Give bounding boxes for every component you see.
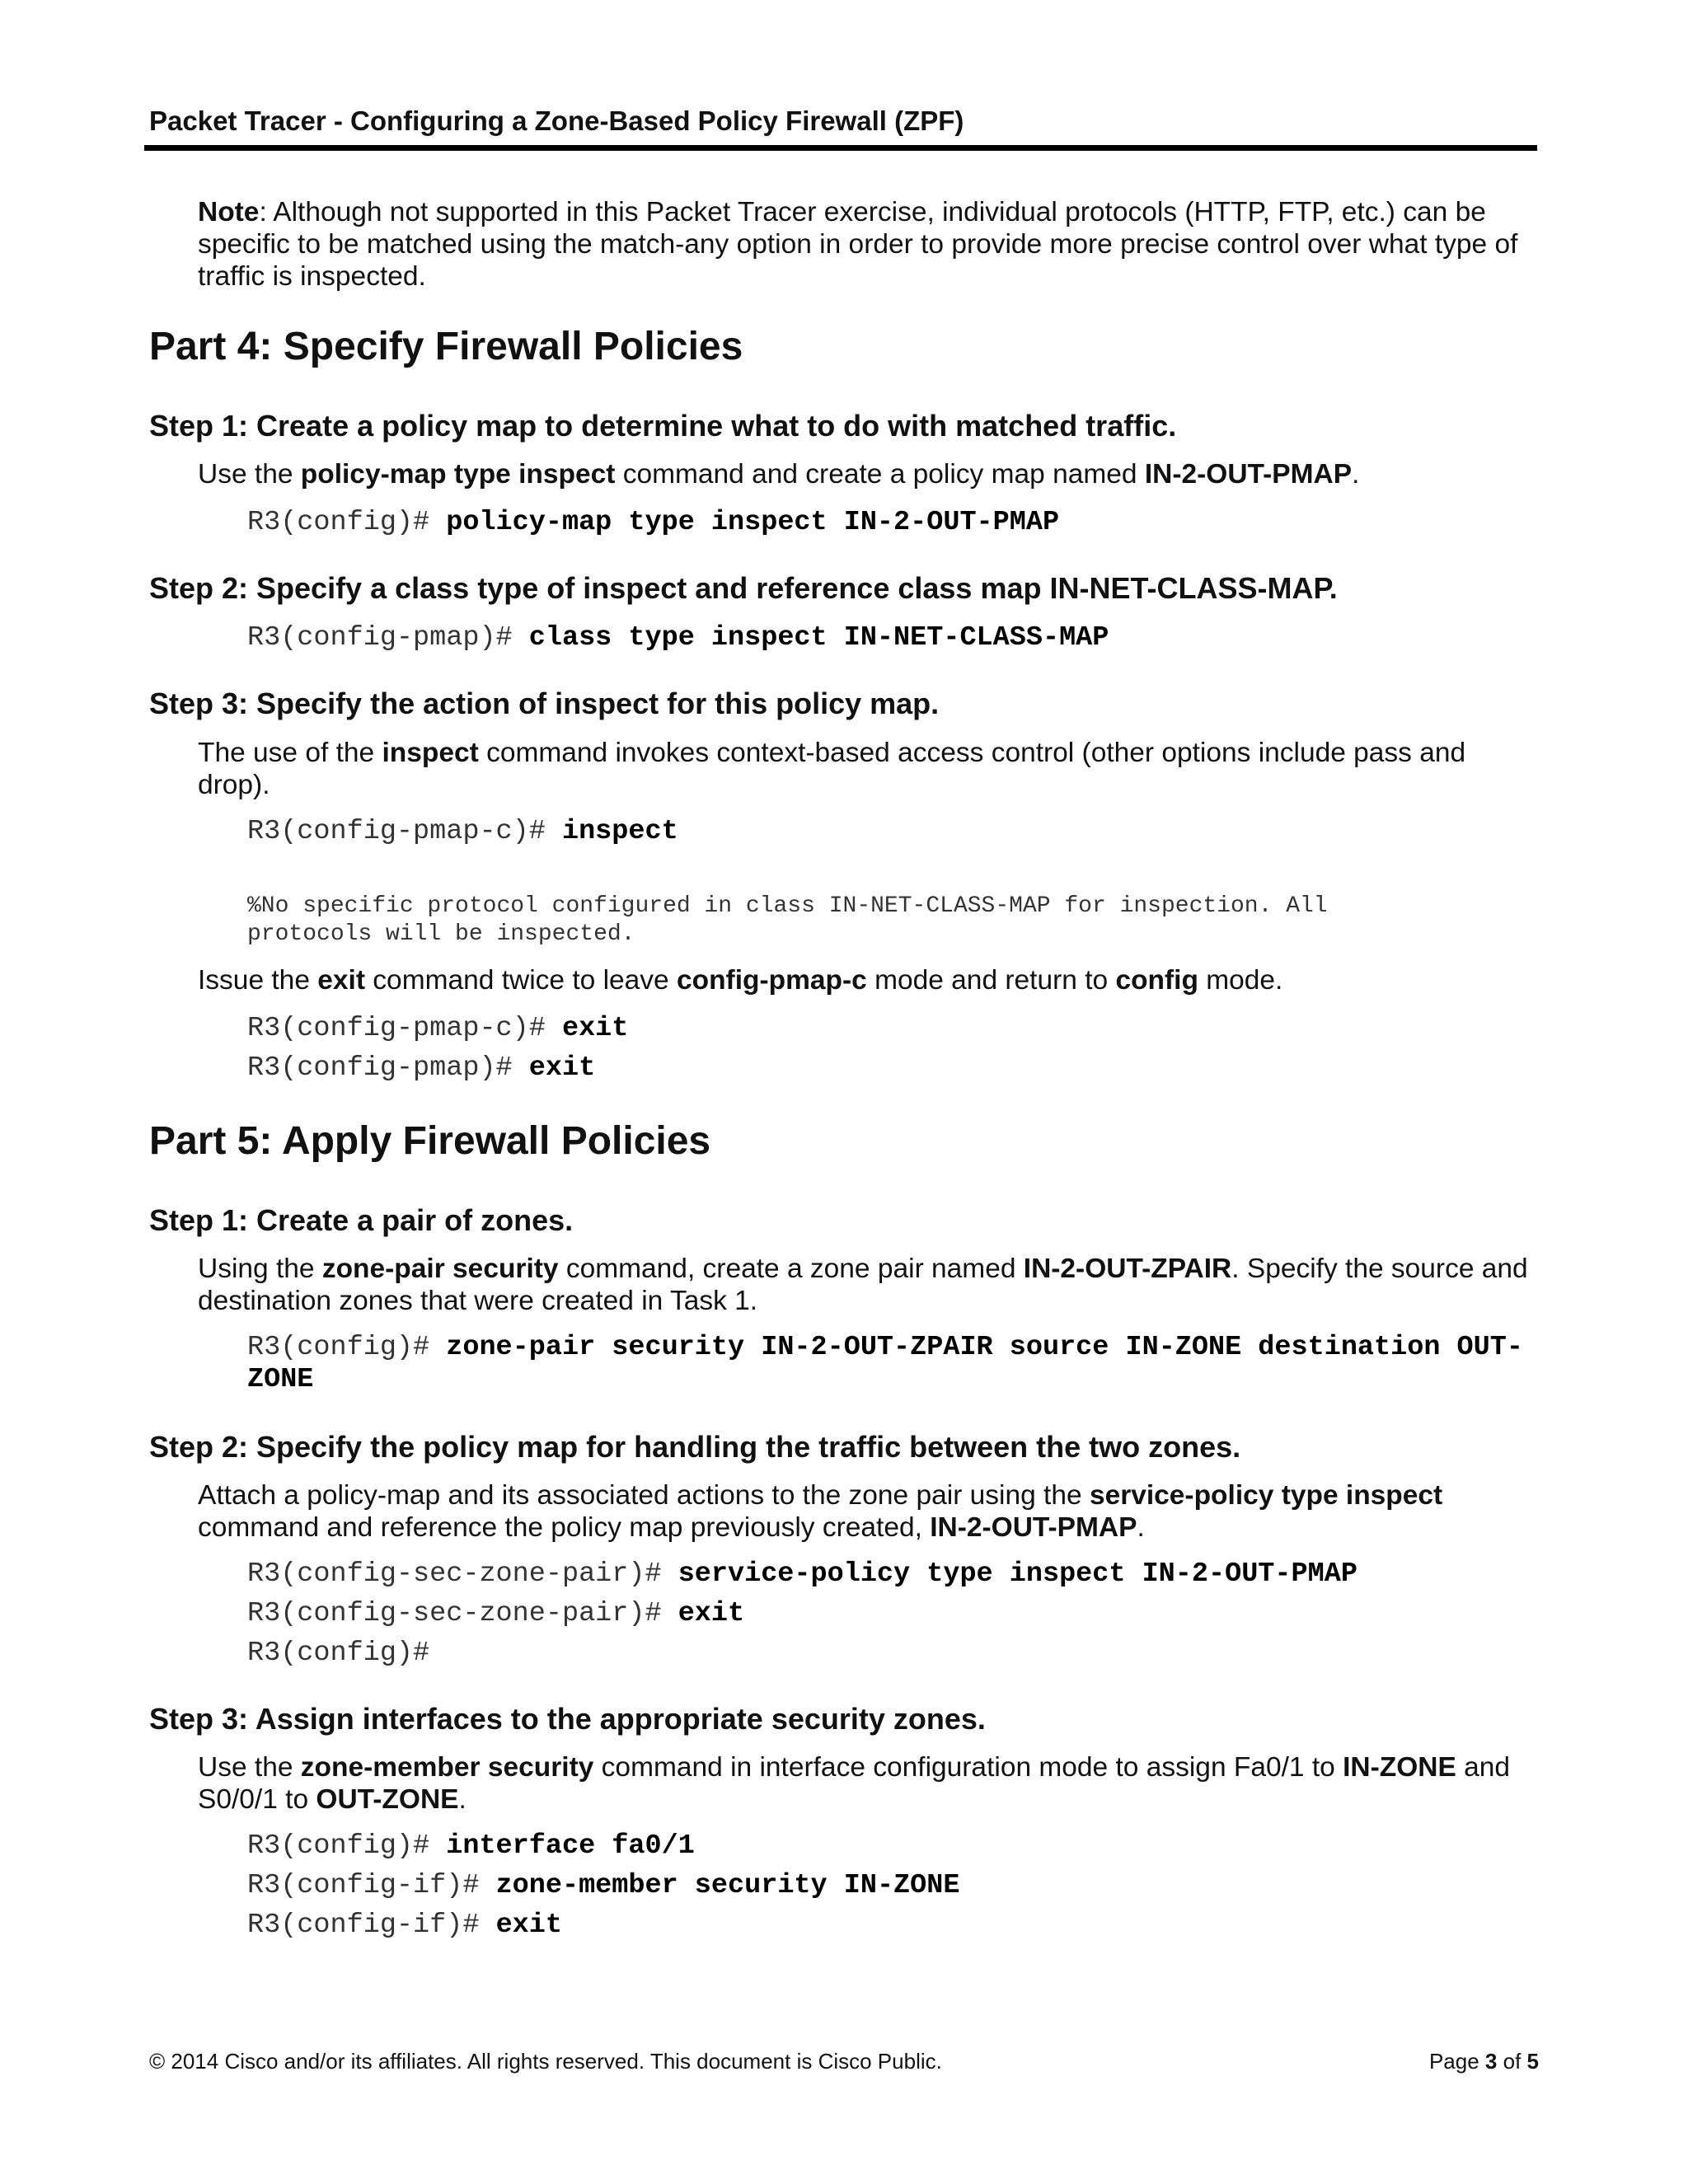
code-line-continuation: ZONE	[247, 1364, 314, 1395]
code-line: R3(config)# interface fa0/1	[247, 1830, 695, 1862]
note-label: Note	[198, 197, 260, 227]
part5-step3-text: Use the zone-member security command in interface configuration mode to assign Fa0/1 to IN-ZONE and S0/0/1 to OUT-ZONE.	[198, 1752, 1511, 1815]
header-title: Packet Tracer - Configuring a Zone-Based Policy Firewall (ZPF)	[149, 105, 964, 136]
part4-step2-heading: Step 2: Specify a class type of inspect and reference class map IN-NET-CLASS-MAP.	[149, 571, 1338, 605]
part4-step3-text: The use of the inspect command invokes context-based access control (other options include pass and drop).	[198, 738, 1466, 800]
part5-step1-text: Using the zone-pair security command, create a zone pair named IN-2-OUT-ZPAIR. Specify the source and destination zones that were created in Task 1.	[198, 1254, 1528, 1316]
code-line: R3(config-if)# exit	[247, 1910, 562, 1941]
code-line: R3(config-pmap)# exit	[247, 1052, 596, 1084]
part4-heading: Part 4: Specify Firewall Policies	[149, 325, 743, 368]
code-line: R3(config-pmap)# class type inspect IN-NET-CLASS-MAP	[247, 622, 1109, 654]
header-rule	[144, 145, 1537, 151]
part5-step1-heading: Step 1: Create a pair of zones.	[149, 1203, 574, 1237]
code-line: R3(config-pmap-c)# inspect	[247, 816, 678, 847]
footer-copyright: © 2014 Cisco and/or its affiliates. All rights reserved. This document is Cisco Public.	[149, 2049, 942, 2074]
footer-page-number: Page 3 of 5	[1428, 2049, 1539, 2074]
part4-step3-exit-text: Issue the exit command twice to leave config-pmap-c mode and return to config mode.	[198, 965, 1283, 996]
code-line: R3(config)#	[247, 1638, 430, 1669]
part5-step3-heading: Step 3: Assign interfaces to the appropriate security zones.	[149, 1702, 986, 1736]
code-line: R3(config)# policy-map type inspect IN-2-OUT-PMAP	[247, 507, 1060, 538]
code-line: R3(config-sec-zone-pair)# exit	[247, 1598, 745, 1629]
code-line: R3(config)# zone-pair security IN-2-OUT-ZPAIR source IN-ZONE destination OUT-	[247, 1332, 1523, 1363]
part4-step1-heading: Step 1: Create a policy map to determine what to do with matched traffic.	[149, 409, 1177, 443]
code-line: R3(config-sec-zone-pair)# service-policy type inspect IN-2-OUT-PMAP	[247, 1558, 1357, 1590]
router-message: %No specific protocol configured in class IN-NET-CLASS-MAP for inspection. All protocols will be inspected.	[247, 893, 1328, 947]
part5-heading: Part 5: Apply Firewall Policies	[149, 1119, 711, 1163]
note-paragraph: Note: Although not supported in this Packet Tracer exercise, individual protocols (HTTP, FTP, etc.) can be specific to be matched using the match-any option in order to provide more precise control over what type of traffic is inspected.	[198, 197, 1518, 292]
part4-step3-heading: Step 3: Specify the action of inspect for this policy map.	[149, 687, 940, 720]
part5-step2-text: Attach a policy-map and its associated actions to the zone pair using the service-policy type inspect command and reference the policy map previously created, IN-2-OUT-PMAP.	[198, 1480, 1443, 1543]
part4-step1-text: Use the policy-map type inspect command and create a policy map named IN-2-OUT-PMAP.	[198, 459, 1360, 490]
code-line: R3(config-if)# zone-member security IN-ZONE	[247, 1870, 960, 1901]
code-line: R3(config-pmap-c)# exit	[247, 1013, 629, 1044]
part5-step2-heading: Step 2: Specify the policy map for handling the traffic between the two zones.	[149, 1430, 1241, 1464]
